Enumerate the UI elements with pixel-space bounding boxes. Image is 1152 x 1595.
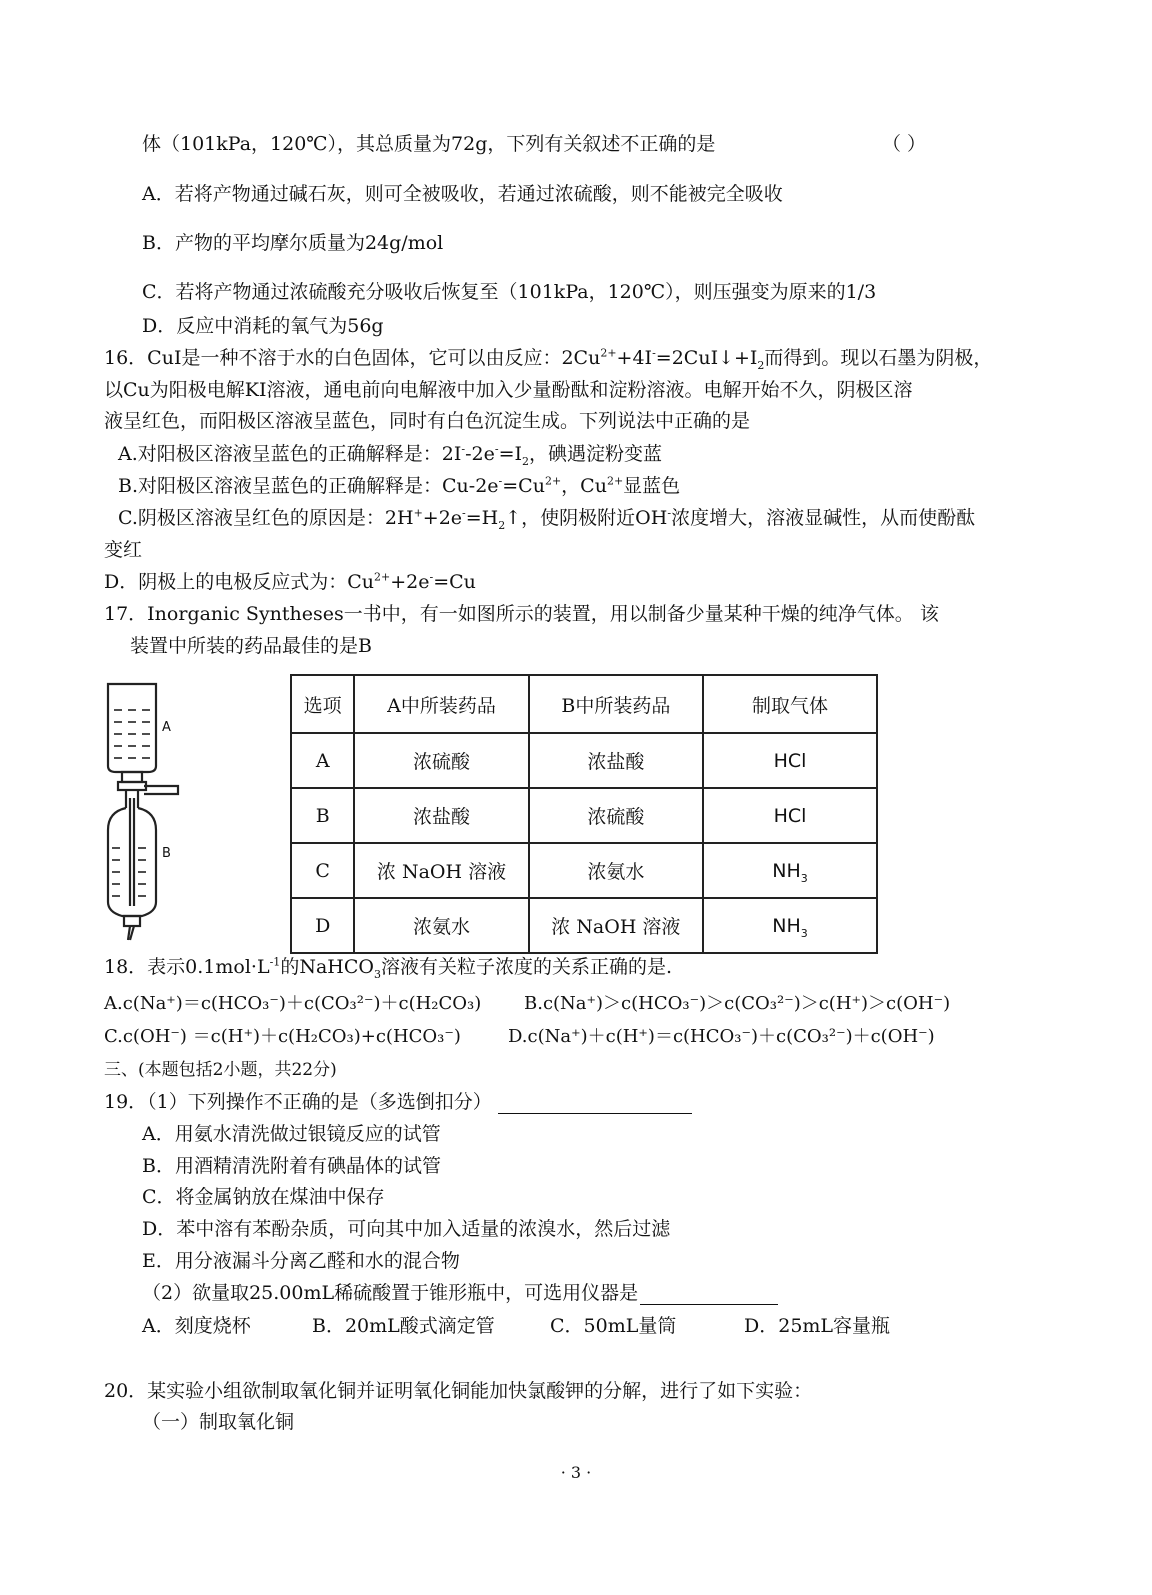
section-three-heading: 三、(本题包括2小题，共22分)	[104, 1060, 337, 1080]
table-header-cell: 选项	[291, 675, 354, 733]
apparatus-diagram	[100, 680, 290, 945]
q16-option-c-cont: 变红	[104, 539, 143, 561]
q19-option-c: C．将金属钠放在煤油中保存	[142, 1186, 385, 1208]
table-cell: A	[291, 733, 354, 788]
q17-stem-line-2: 装置中所装的药品最佳的是B	[130, 635, 372, 657]
answer-blank[interactable]	[498, 1091, 692, 1114]
q19-part2-stem: （2）欲量取25.00mL稀硫酸置于锥形瓶中，可选用仪器是	[142, 1281, 778, 1305]
apparatus-label-b: B	[162, 846, 171, 861]
table-cell: 浓 NaOH 溶液	[529, 898, 703, 953]
table-cell: HCl	[703, 788, 877, 843]
q19-option-b: B．用酒精清洗附着有碘晶体的试管	[142, 1155, 441, 1177]
q19-option-d: D．苯中溶有苯酚杂质，可向其中加入适量的浓溴水，然后过滤	[142, 1218, 671, 1240]
reagent-table	[290, 674, 878, 954]
table-row	[291, 733, 877, 788]
table-header-row	[291, 675, 877, 733]
q16-option-b: B.对阳极区溶液呈蓝色的正确解释是：$Cu-2e^-=Cu^{2+}$，$Cu^{2+}$显蓝色	[118, 474, 681, 497]
table-cell: HCl	[703, 733, 877, 788]
table-row	[291, 898, 877, 953]
q20-part1-heading: （一）制取氧化铜	[142, 1411, 295, 1433]
q17-stem-line-1: 17．Inorganic Syntheses一书中，有一如图所示的装置，用以制备少量某种干燥的纯净气体。 该	[104, 603, 939, 625]
q15-option-b: B．产物的平均摩尔质量为24g/mol	[142, 232, 444, 254]
q15-stem-line: 体（101kPa，120℃），其总质量为72g，下列有关叙述不正确的是	[142, 133, 716, 155]
page-number: · 3 ·	[560, 1463, 592, 1482]
q16-stem-line-3: 液呈红色，而阳极区溶液呈蓝色，同时有白色沉淀生成。下列说法中正确的是	[104, 410, 751, 432]
q18-option-b: B.c(Na⁺)＞c(HCO₃⁻)＞c(CO₃²⁻)＞c(H⁺)＞c(OH⁻)	[524, 993, 951, 1014]
table-cell: 浓硫酸	[354, 733, 528, 788]
table-cell: D	[291, 898, 354, 953]
q18-option-d: D.c(Na⁺)＋c(H⁺)＝c(HCO₃⁻)＋c(CO₃²⁻)＋c(OH⁻)	[508, 1026, 935, 1047]
table-cell: B	[291, 788, 354, 843]
q19-part2-option-a: A．刻度烧杯	[142, 1315, 251, 1337]
q16-stem-line-1: 16．CuI是一种不溶于水的白色固体，它可以由反应：$2Cu^{2+}+4I^-=2CuI↓+I_2$而得到。现以石墨为阴极，	[104, 346, 993, 372]
q15-option-c: C．若将产物通过浓硫酸充分吸收后恢复至（101kPa，120℃），则压强变为原来的1/3	[142, 281, 877, 303]
q16-stem-line-2: 以Cu为阳极电解KI溶液，通电前向电解液中加入少量酚酞和淀粉溶液。电解开始不久，阴极区溶	[104, 379, 913, 401]
answer-blank[interactable]	[640, 1282, 778, 1305]
q19-part2-option-d: D．25mL容量瓶	[744, 1315, 891, 1337]
table-header-cell: A中所装药品	[354, 675, 528, 733]
table-cell: 浓盐酸	[529, 733, 703, 788]
q19-option-a: A．用氨水清洗做过银镜反应的试管	[142, 1123, 441, 1145]
q19-part1-stem: 19．（1）下列操作不正确的是（多选倒扣分）	[104, 1090, 692, 1114]
q16-option-a: A.对阳极区溶液呈蓝色的正确解释是：$2I^--2e^-=I_2$，碘遇淀粉变蓝	[118, 442, 663, 468]
apparatus-label-a: A	[162, 720, 171, 735]
q19-part2-option-b: B．20mL酸式滴定管	[312, 1315, 495, 1337]
q15-option-d: D．反应中消耗的氧气为56g	[142, 315, 384, 337]
table-cell: 浓氨水	[354, 898, 528, 953]
table-cell: 浓硫酸	[529, 788, 703, 843]
table-cell: $NH_3$	[703, 898, 877, 953]
table-header-cell: 制取气体	[703, 675, 877, 733]
q15-option-a: A．若将产物通过碱石灰，则可全被吸收，若通过浓硫酸，则不能被完全吸收	[142, 183, 783, 205]
table-cell: 浓盐酸	[354, 788, 528, 843]
table-cell: C	[291, 843, 354, 898]
q15-answer-paren: （ ）	[882, 133, 927, 155]
q16-option-d: D．阴极上的电极反应式为：$Cu^{2+}+2e^-=Cu$	[104, 570, 476, 593]
q18-option-a: A.c(Na⁺)＝c(HCO₃⁻)＋c(CO₃²⁻)＋c(H₂CO₃)	[104, 993, 482, 1014]
table-row	[291, 843, 877, 898]
table-header-cell: B中所装药品	[529, 675, 703, 733]
q19-option-e: E．用分液漏斗分离乙醛和水的混合物	[142, 1250, 460, 1272]
table-cell: 浓氨水	[529, 843, 703, 898]
table-row	[291, 788, 877, 843]
table-cell: $NH_3$	[703, 843, 877, 898]
q18-option-c: C.c(OH⁻) ＝c(H⁺)＋c(H₂CO₃)+c(HCO₃⁻)	[104, 1026, 461, 1047]
q16-option-c: C.阴极区溶液呈红色的原因是：$2H^++2e^-=H_2↑$，使阴极附近OH-浓度增大，溶液显碱性，从而使酚酞	[118, 506, 976, 532]
q20-stem: 20．某实验小组欲制取氧化铜并证明氧化铜能加快氯酸钾的分解，进行了如下实验：	[104, 1380, 813, 1402]
table-cell: 浓 NaOH 溶液	[354, 843, 528, 898]
q19-part2-option-c: C．50mL量筒	[550, 1315, 677, 1337]
q18-stem: 18．表示$0.1mol\cdot L^{-1}$的NaHCO$_3$溶液有关粒子浓度的关系正确的是.	[104, 955, 672, 981]
